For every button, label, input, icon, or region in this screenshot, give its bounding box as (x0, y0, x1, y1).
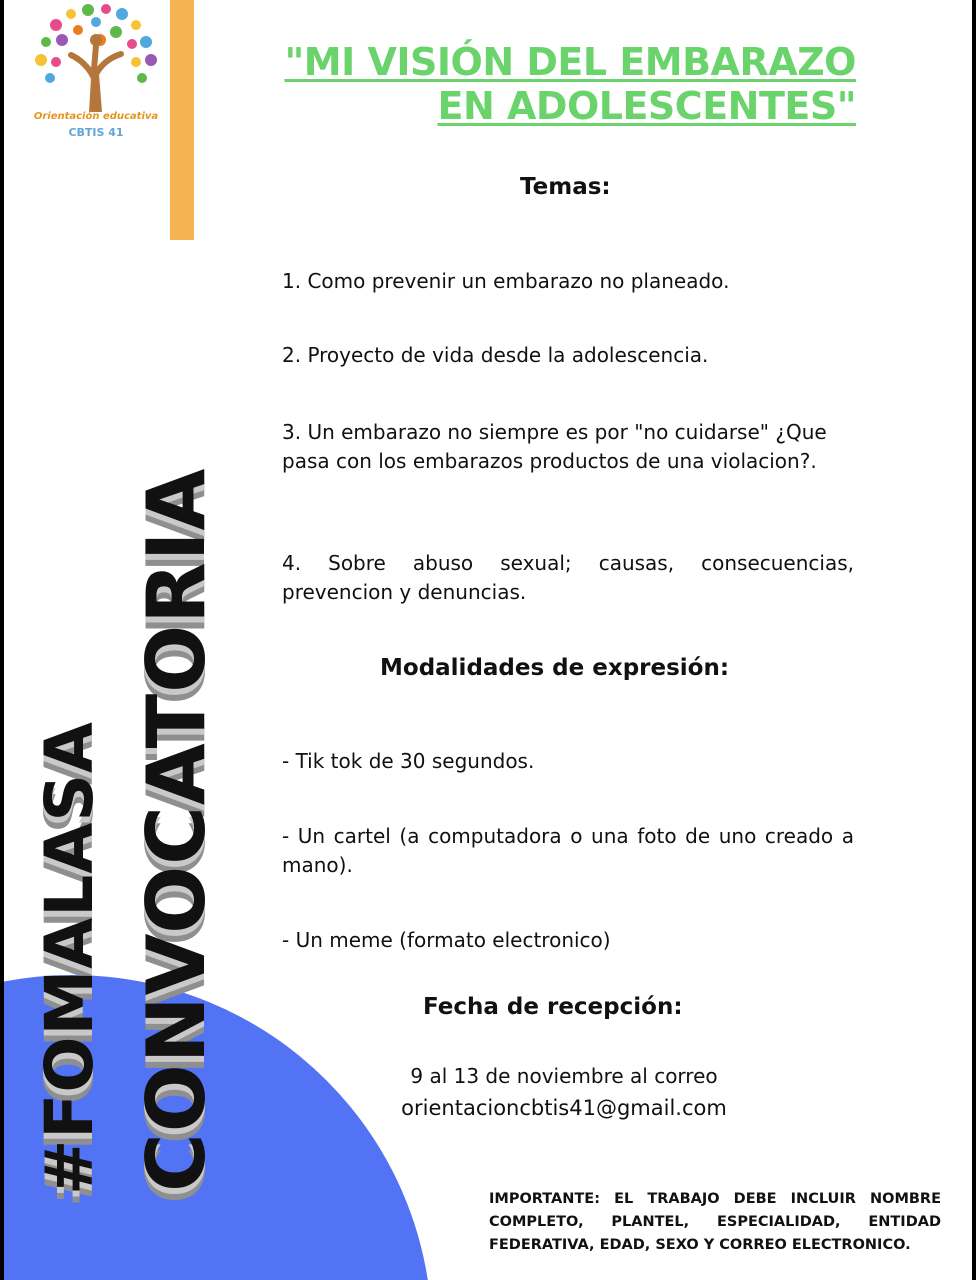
flyer-page (4, 0, 972, 1280)
important-note: IMPORTANTE: EL TRABAJO DEBE INCLUIR NOMBRE COMPLETO, PLANTEL, ESPECIALIDAD, ENTIDAD FEDERATIVA, EDAD, SEXO Y CORREO ELECTRONICO. (489, 1191, 941, 1253)
tema-item-2: 2. Proyecto de vida desde la adolescencia. (282, 343, 709, 367)
orientacion-educativa-logo (16, 0, 176, 146)
page-title (285, 40, 857, 128)
vertical-hashtag: #FOMALASA (31, 721, 108, 1195)
tree-logo-icon (16, 0, 176, 112)
title-line-1: "MI VISIÓN DEL EMBARAZO (284, 40, 856, 84)
tema-item-4: 4. Sobre abuso sexual; causas, consecuencias, prevencion y denuncias. (282, 551, 854, 604)
modalidad-item-3: - Un meme (formato electronico) (282, 928, 611, 952)
contact-email: orientacioncbtis41@gmail.com (401, 1096, 727, 1120)
logo-text-orientacion: Orientación educativa (33, 111, 159, 122)
title-line-2: EN ADOLESCENTES" (437, 84, 856, 128)
modalidad-item-1: - Tik tok de 30 segundos. (282, 749, 535, 773)
modalidad-item-2: - Un cartel (a computadora o una foto de uno creado a mano). (282, 824, 854, 877)
modalidades-heading: Modalidades de expresión: (380, 655, 730, 681)
vertical-convocatoria: CONVOCATORIA (130, 467, 223, 1192)
tema-item-1: 1. Como prevenir un embarazo no planeado. (282, 269, 730, 293)
temas-heading: Temas: (520, 174, 611, 200)
tema-item-3: 3. Un embarazo no siempre es por "no cuidarse" ¿Que pasa con los embarazos productos de una violacion?. (282, 420, 827, 473)
logo-text-school: CBTIS 41 (68, 126, 124, 139)
fecha-dates: 9 al 13 de noviembre al correo (410, 1064, 718, 1088)
fecha-heading: Fecha de recepción: (423, 994, 683, 1020)
